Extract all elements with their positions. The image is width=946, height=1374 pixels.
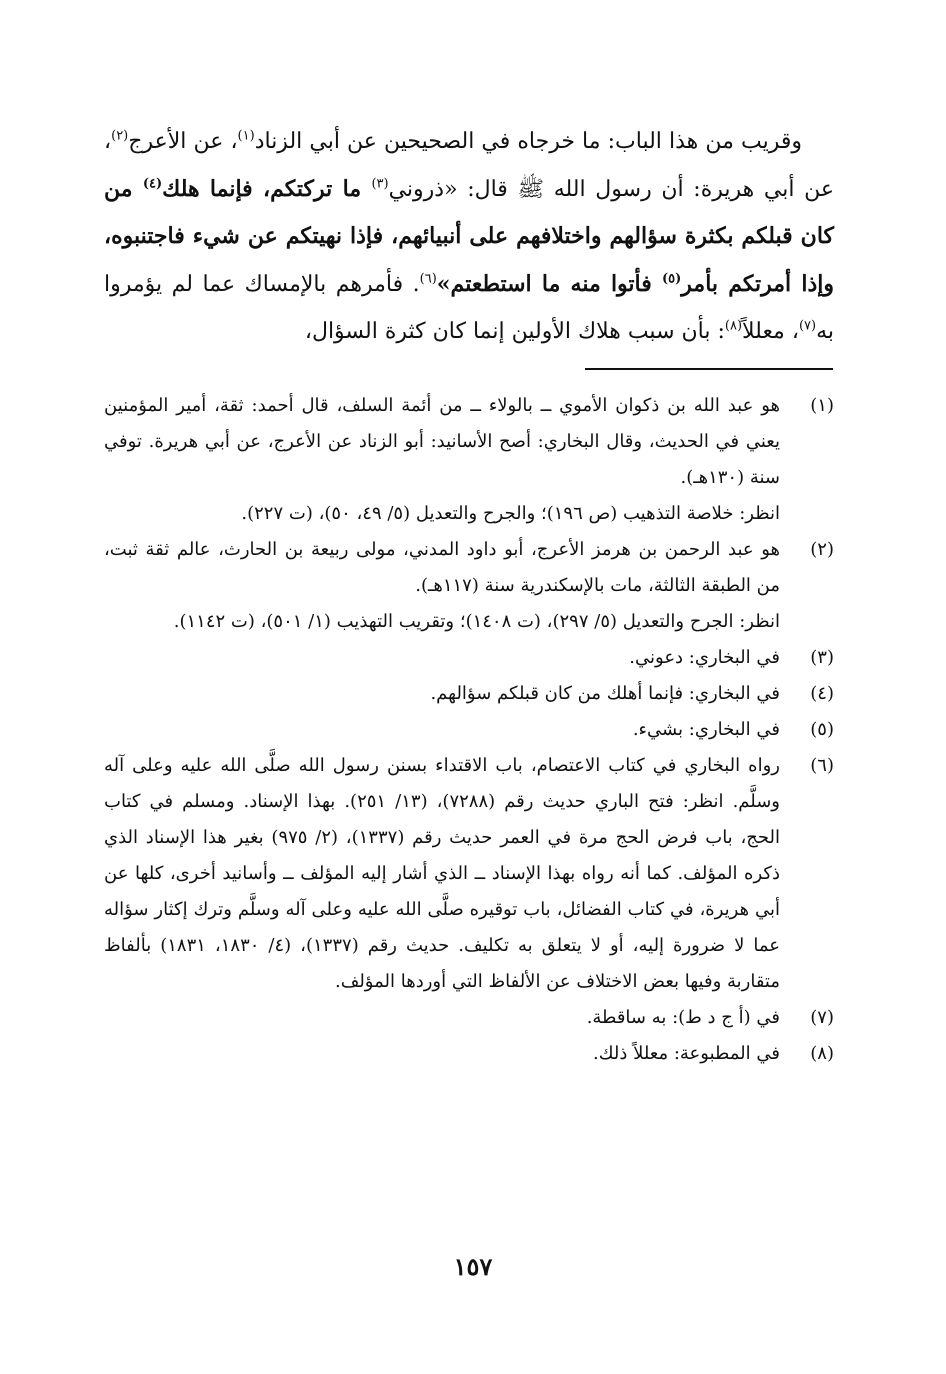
footnote-text: في (أ ج د ط): به ساقطة. <box>586 1007 780 1028</box>
footnote-ref-6: (٦) <box>419 271 437 287</box>
footnote-text: انظر: الجرح والتعديل (٥/ ٢٩٧)، (ت ١٤٠٨)؛ وتقريب التهذيب (١/ ٥٠١)، (ت ١١٤٢). <box>173 611 780 632</box>
page-number: ١٥٧ <box>453 1252 493 1281</box>
footnote-number: (٦) <box>810 755 834 776</box>
main-text-segment: ، عن أبي هريرة: أن رسول الله ﷺ قال: «ذروني <box>104 129 834 202</box>
footnote-ref-5: (٥) <box>661 271 682 287</box>
footnote-8 <box>104 1036 834 1072</box>
footnote-number: (٨) <box>810 1043 834 1064</box>
footnote-text: في المطبوعة: معللاً ذلك. <box>592 1043 780 1064</box>
footnotes <box>104 388 834 1072</box>
footnote-ref-1: (١) <box>237 128 255 144</box>
footnote-ref-3: (٣) <box>371 176 389 192</box>
footnote-number: (١) <box>810 395 834 416</box>
main-text-segment: . فأمرهم بالإمساك عما لم يؤمروا به <box>104 271 834 344</box>
footnote-text: في البخاري: فإنما أهلك من كان قبلكم سؤالهم. <box>430 683 780 704</box>
footnote-3 <box>104 640 834 676</box>
footnote-text: هو عبد الله بن ذكوان الأموي ــ بالولاء ــ من أئمة السلف، قال أحمد: ثقة، أمير المؤمنين يعني في الحديث، وقال البخاري: أصح الأسانيد: أبو الزناد عن الأعرج، عن أبي هريرة. توفي سنة (١٣٠هـ). <box>104 395 780 488</box>
footnote-text: رواه البخاري في كتاب الاعتصام، باب الاقتداء بسنن رسول الله صلَّى الله عليه وعلى آله وسلَّم. انظر: فتح الباري حديث رقم (٧٢٨٨)، (١٣/ ٢٥١). بهذا الإسناد. ومسلم في كتاب الحج، باب فرض الحج مرة في العمر حديث رقم (١٣٣٧)، (٢/ ٩٧٥) بغير هذا الإسناد الذي ذكره المؤلف. كما أنه رواه بهذا الإسناد ــ الذي أشار إليه المؤلف ــ وأسانيد أخرى، كلها عن أبي هريرة، في كتاب الفضائل، باب توقيره صلَّى الله عليه وعلى آله وسلَّم وترك إكثار سؤاله عما لا ضرورة إليه، أو لا يتعلق به تكليف. حديث رقم (١٣٣٧)، (٤/ ١٨٣٠، ١٨٣١) بألفاظ متقاربة وفيها بعض الاختلاف عن الألفاظ التي أوردها المؤلف. <box>104 755 781 992</box>
footnote-text: في البخاري: بشيء. <box>632 719 780 740</box>
footnote-text: انظر: خلاصة التذهيب (ص ١٩٦)؛ والجرح والتعديل (٥/ ٤٩، ٥٠)، (ت ٢٢٧). <box>241 503 780 524</box>
main-text-segment: من كان قبلكم بكثرة سؤالهم واختلافهم على أنبيائهم، فإذا نهيتكم عن شيء فاجتنبوه، وإذا أمرتكم بأمر <box>104 175 834 297</box>
footnote-ref-2: (٢) <box>111 128 129 144</box>
footnote-7 <box>104 1000 834 1036</box>
footnote-ref-8: (٨) <box>724 318 743 334</box>
footnote-ref-4: (٤) <box>142 176 163 192</box>
main-text-segment: ، عن الأعرج <box>128 129 238 154</box>
main-text <box>104 118 834 356</box>
footnote-separator <box>585 368 833 370</box>
main-text-segment: ما تركتكم، فإنما هلك <box>162 175 372 202</box>
footnote-number: (٥) <box>810 719 834 740</box>
footnote-number: (٧) <box>810 1007 834 1028</box>
main-text-segment: وقريب من هذا الباب: ما خرجاه في الصحيحين عن أبي الزناد <box>254 129 802 154</box>
main-text-segment: فأتوا منه ما استطعتم» <box>436 270 662 297</box>
footnote-text: في البخاري: دعوني. <box>629 647 780 668</box>
footnote-2 <box>104 532 834 640</box>
footnote-6 <box>104 748 834 1000</box>
footnote-5 <box>104 712 834 748</box>
footnote-number: (٢) <box>810 539 834 560</box>
footnote-1 <box>104 388 834 532</box>
main-text-segment: : بأن سبب هلاك الأولين إنما كان كثرة السؤال، <box>304 319 725 344</box>
footnote-text: هو عبد الرحمن بن هرمز الأعرج، أبو داود المدني، مولى ربيعة بن الحارث، عالم ثقة ثبت، من الطبقة الثالثة، مات بالإسكندرية سنة (١١٧هـ). <box>104 539 780 596</box>
footnote-ref-7: (٧) <box>798 318 817 334</box>
main-text-segment: ، معللاً <box>742 319 799 344</box>
footnote-number: (٤) <box>810 683 834 704</box>
footnote-number: (٣) <box>810 647 834 668</box>
main-paragraph <box>104 118 834 356</box>
footnote-4 <box>104 676 834 712</box>
